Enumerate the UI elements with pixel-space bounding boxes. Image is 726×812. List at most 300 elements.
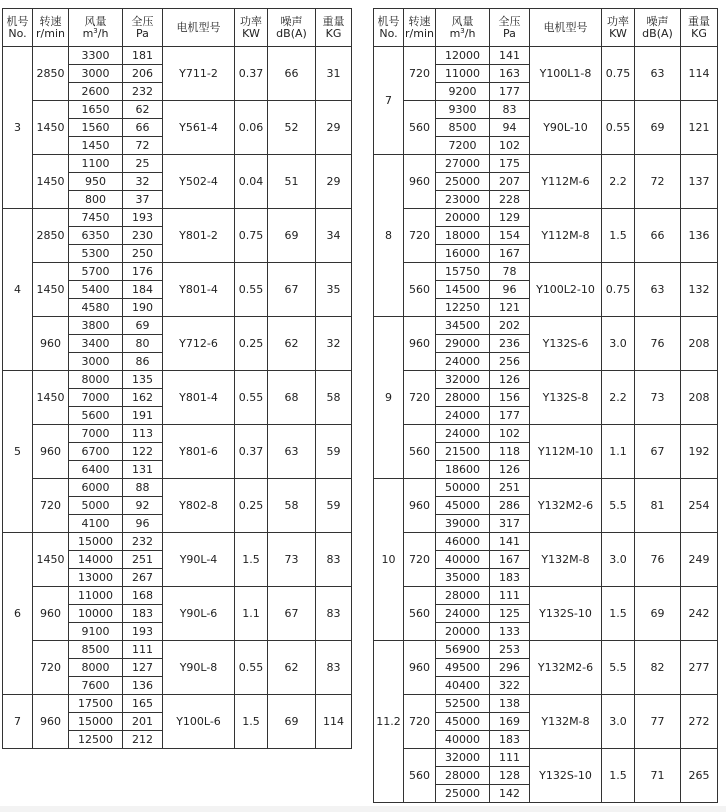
- table-row: [3, 425, 352, 443]
- pressure-cell: 32: [123, 173, 163, 191]
- pressure-cell: 141: [490, 47, 530, 65]
- pressure-cell: 176: [123, 263, 163, 281]
- pressure-cell: 177: [490, 407, 530, 425]
- pressure-cell: 129: [490, 209, 530, 227]
- airflow-cell: 6350: [69, 227, 123, 245]
- pressure-cell: 141: [490, 533, 530, 551]
- noise-cell: 73: [268, 533, 316, 587]
- airflow-cell: 6700: [69, 443, 123, 461]
- pressure-cell: 250: [123, 245, 163, 263]
- airflow-cell: 40000: [436, 731, 490, 749]
- speed-cell: 960: [404, 479, 436, 533]
- pressure-cell: 96: [490, 281, 530, 299]
- model-number-cell: 10: [374, 479, 404, 641]
- weight-cell: 114: [316, 695, 352, 749]
- airflow-cell: 40000: [436, 551, 490, 569]
- motor-model-cell: Y801-4: [163, 371, 235, 425]
- power-cell: 0.25: [235, 479, 268, 533]
- weight-cell: 208: [681, 371, 718, 425]
- pressure-cell: 37: [123, 191, 163, 209]
- header-pressure: [123, 9, 163, 47]
- pressure-cell: 102: [490, 425, 530, 443]
- airflow-cell: 28000: [436, 587, 490, 605]
- power-cell: 0.06: [235, 101, 268, 155]
- header-noise: [635, 9, 681, 47]
- noise-cell: 71: [635, 749, 681, 803]
- header-pressure-line: 全压: [498, 14, 521, 28]
- airflow-cell: 1100: [69, 155, 123, 173]
- weight-cell: 272: [681, 695, 718, 749]
- airflow-cell: 1650: [69, 101, 123, 119]
- airflow-cell: 23000: [436, 191, 490, 209]
- airflow-cell: 12000: [436, 47, 490, 65]
- noise-cell: 68: [268, 371, 316, 425]
- speed-cell: 960: [404, 155, 436, 209]
- model-number-cell: 11.2: [374, 641, 404, 803]
- airflow-cell: 25000: [436, 173, 490, 191]
- header-speed-line: 转速: [408, 14, 431, 28]
- power-cell: 1.5: [602, 749, 635, 803]
- weight-cell: 254: [681, 479, 718, 533]
- pressure-cell: 92: [123, 497, 163, 515]
- model-number-cell: 9: [374, 317, 404, 479]
- header-speed-line: r/min: [405, 26, 434, 40]
- pressure-cell: 156: [490, 389, 530, 407]
- pressure-cell: 128: [490, 767, 530, 785]
- pressure-cell: 83: [490, 101, 530, 119]
- noise-cell: 81: [635, 479, 681, 533]
- header-airflow-line: 风量: [451, 14, 474, 28]
- airflow-cell: 15000: [69, 533, 123, 551]
- noise-cell: 73: [635, 371, 681, 425]
- page-bottom-strip: [0, 806, 726, 812]
- pressure-cell: 142: [490, 785, 530, 803]
- airflow-cell: 5000: [69, 497, 123, 515]
- speed-cell: 960: [33, 317, 69, 371]
- pressure-cell: 207: [490, 173, 530, 191]
- motor-model-cell: Y132S-8: [530, 371, 602, 425]
- header-airflow-line: $m^3/h$: [82, 26, 109, 40]
- pressure-cell: 228: [490, 191, 530, 209]
- weight-cell: 31: [316, 47, 352, 101]
- speed-cell: 1450: [33, 263, 69, 317]
- pressure-cell: 126: [490, 461, 530, 479]
- weight-cell: 32: [316, 317, 352, 371]
- power-cell: 2.2: [602, 155, 635, 209]
- airflow-cell: 52500: [436, 695, 490, 713]
- pressure-cell: 62: [123, 101, 163, 119]
- pressure-cell: 191: [123, 407, 163, 425]
- pressure-cell: 193: [123, 209, 163, 227]
- noise-cell: 67: [268, 587, 316, 641]
- motor-model-cell: Y132M-8: [530, 695, 602, 749]
- motor-model-cell: Y100L-6: [163, 695, 235, 749]
- weight-cell: 29: [316, 155, 352, 209]
- airflow-cell: 6000: [69, 479, 123, 497]
- table-row: [3, 695, 352, 713]
- airflow-cell: 28000: [436, 767, 490, 785]
- noise-cell: 76: [635, 533, 681, 587]
- header-power-line: 功率: [607, 14, 629, 28]
- speed-cell: 1450: [33, 155, 69, 209]
- airflow-cell: 20000: [436, 209, 490, 227]
- header-no: [3, 9, 33, 47]
- header-power-line: KW: [609, 26, 627, 40]
- pressure-cell: 162: [123, 389, 163, 407]
- airflow-cell: 49500: [436, 659, 490, 677]
- airflow-cell: 5400: [69, 281, 123, 299]
- header-no-line: No.: [8, 26, 27, 40]
- airflow-cell: 45000: [436, 713, 490, 731]
- table-row: [374, 371, 718, 389]
- speed-cell: 560: [404, 587, 436, 641]
- pressure-cell: 86: [123, 353, 163, 371]
- noise-cell: 63: [635, 47, 681, 101]
- noise-cell: 69: [268, 209, 316, 263]
- pressure-cell: 133: [490, 623, 530, 641]
- header-no: [374, 9, 404, 47]
- header-noise-line: 噪声: [280, 14, 303, 28]
- speed-cell: 1450: [33, 533, 69, 587]
- header-airflow-line: $m^3/h$: [449, 26, 476, 40]
- pressure-cell: 183: [490, 731, 530, 749]
- speed-cell: 960: [404, 641, 436, 695]
- noise-cell: 67: [635, 425, 681, 479]
- header-noise-line: dB(A): [642, 26, 673, 40]
- model-number-cell: 7: [3, 695, 33, 749]
- table-row: [3, 641, 352, 659]
- airflow-cell: 35000: [436, 569, 490, 587]
- weight-cell: 192: [681, 425, 718, 479]
- airflow-cell: 46000: [436, 533, 490, 551]
- power-cell: 1.1: [235, 587, 268, 641]
- speed-cell: 960: [33, 587, 69, 641]
- pressure-cell: 78: [490, 263, 530, 281]
- airflow-cell: 4580: [69, 299, 123, 317]
- pressure-cell: 322: [490, 677, 530, 695]
- noise-cell: 69: [635, 587, 681, 641]
- airflow-cell: 24000: [436, 407, 490, 425]
- power-cell: 0.04: [235, 155, 268, 209]
- airflow-cell: 56900: [436, 641, 490, 659]
- motor-model-cell: Y132M-8: [530, 533, 602, 587]
- table-row: [3, 587, 352, 605]
- pressure-cell: 66: [123, 119, 163, 137]
- airflow-cell: 3300: [69, 47, 123, 65]
- pressure-cell: 317: [490, 515, 530, 533]
- airflow-cell: 5600: [69, 407, 123, 425]
- table-row: [3, 371, 352, 389]
- noise-cell: 72: [635, 155, 681, 209]
- power-cell: 5.5: [602, 641, 635, 695]
- pressure-cell: 69: [123, 317, 163, 335]
- power-cell: 0.55: [235, 371, 268, 425]
- pressure-cell: 125: [490, 605, 530, 623]
- airflow-cell: 18600: [436, 461, 490, 479]
- airflow-cell: 24000: [436, 353, 490, 371]
- weight-cell: 83: [316, 533, 352, 587]
- airflow-cell: 950: [69, 173, 123, 191]
- airflow-cell: 9300: [436, 101, 490, 119]
- motor-model-cell: Y132M2-6: [530, 479, 602, 533]
- header-pressure: [490, 9, 530, 47]
- table-row: [374, 533, 718, 551]
- pressure-cell: 113: [123, 425, 163, 443]
- model-number-cell: 4: [3, 209, 33, 371]
- table-row: [374, 695, 718, 713]
- weight-cell: 59: [316, 479, 352, 533]
- table-row: [374, 317, 718, 335]
- table-row: [374, 263, 718, 281]
- airflow-cell: 20000: [436, 623, 490, 641]
- motor-model-cell: Y132S-6: [530, 317, 602, 371]
- table-row: [3, 101, 352, 119]
- pressure-cell: 111: [123, 641, 163, 659]
- noise-cell: 52: [268, 101, 316, 155]
- pressure-cell: 154: [490, 227, 530, 245]
- motor-model-cell: Y132S-10: [530, 749, 602, 803]
- pressure-cell: 88: [123, 479, 163, 497]
- airflow-cell: 27000: [436, 155, 490, 173]
- header-noise-line: 噪声: [646, 14, 669, 28]
- airflow-cell: 45000: [436, 497, 490, 515]
- motor-model-cell: Y801-2: [163, 209, 235, 263]
- airflow-cell: 15750: [436, 263, 490, 281]
- noise-cell: 69: [268, 695, 316, 749]
- motor-model-cell: Y801-4: [163, 263, 235, 317]
- model-number-cell: 8: [374, 155, 404, 317]
- header-pressure-line: 全压: [131, 14, 154, 28]
- header-power: [602, 9, 635, 47]
- motor-model-cell: Y711-2: [163, 47, 235, 101]
- header-no-line: No.: [379, 26, 398, 40]
- header-speed: [33, 9, 69, 47]
- speed-cell: 560: [404, 263, 436, 317]
- speed-cell: 720: [404, 533, 436, 587]
- power-cell: 1.1: [602, 425, 635, 479]
- header-weight: [681, 9, 718, 47]
- power-cell: 0.75: [235, 209, 268, 263]
- power-cell: 2.2: [602, 371, 635, 425]
- table-row: [3, 479, 352, 497]
- motor-model-cell: Y112M-6: [530, 155, 602, 209]
- header-speed: [404, 9, 436, 47]
- airflow-cell: 40400: [436, 677, 490, 695]
- weight-cell: 34: [316, 209, 352, 263]
- power-cell: 1.5: [235, 695, 268, 749]
- power-cell: 3.0: [602, 533, 635, 587]
- table-row: [3, 155, 352, 173]
- pressure-cell: 286: [490, 497, 530, 515]
- airflow-cell: 7450: [69, 209, 123, 227]
- power-cell: 3.0: [602, 317, 635, 371]
- pressure-cell: 177: [490, 83, 530, 101]
- speed-cell: 1450: [33, 101, 69, 155]
- fan-spec-table-right: [373, 8, 718, 803]
- table-row: [374, 479, 718, 497]
- pressure-cell: 232: [123, 83, 163, 101]
- power-cell: 0.55: [235, 263, 268, 317]
- header-weight-line: 重量: [322, 14, 345, 28]
- motor-model-cell: Y801-6: [163, 425, 235, 479]
- pressure-cell: 169: [490, 713, 530, 731]
- pressure-cell: 94: [490, 119, 530, 137]
- weight-cell: 83: [316, 641, 352, 695]
- pressure-cell: 183: [490, 569, 530, 587]
- pressure-cell: 122: [123, 443, 163, 461]
- motor-model-cell: Y90L-8: [163, 641, 235, 695]
- airflow-cell: 15000: [69, 713, 123, 731]
- pressure-cell: 121: [490, 299, 530, 317]
- power-cell: 0.37: [235, 47, 268, 101]
- table-row: [3, 209, 352, 227]
- speed-cell: 720: [33, 479, 69, 533]
- header-pressure-line: Pa: [503, 26, 516, 40]
- header-weight-line: 重量: [688, 14, 710, 28]
- header-airflow-line: 风量: [84, 14, 107, 28]
- speed-cell: 560: [404, 101, 436, 155]
- power-cell: 5.5: [602, 479, 635, 533]
- airflow-cell: 29000: [436, 335, 490, 353]
- airflow-cell: 34500: [436, 317, 490, 335]
- weight-cell: 208: [681, 317, 718, 371]
- speed-cell: 960: [33, 695, 69, 749]
- pressure-cell: 138: [490, 695, 530, 713]
- airflow-cell: 9100: [69, 623, 123, 641]
- airflow-cell: 39000: [436, 515, 490, 533]
- noise-cell: 63: [268, 425, 316, 479]
- weight-cell: 35: [316, 263, 352, 317]
- pressure-cell: 251: [123, 551, 163, 569]
- airflow-cell: 24000: [436, 605, 490, 623]
- pressure-cell: 163: [490, 65, 530, 83]
- speed-cell: 720: [33, 641, 69, 695]
- airflow-cell: 28000: [436, 389, 490, 407]
- noise-cell: 66: [268, 47, 316, 101]
- airflow-cell: 5700: [69, 263, 123, 281]
- noise-cell: 63: [635, 263, 681, 317]
- airflow-cell: 11000: [436, 65, 490, 83]
- airflow-cell: 3800: [69, 317, 123, 335]
- airflow-cell: 7000: [69, 425, 123, 443]
- power-cell: 0.75: [602, 263, 635, 317]
- airflow-cell: 21500: [436, 443, 490, 461]
- airflow-cell: 8500: [436, 119, 490, 137]
- pressure-cell: 165: [123, 695, 163, 713]
- power-cell: 0.55: [235, 641, 268, 695]
- table-row: [374, 101, 718, 119]
- pressure-cell: 80: [123, 335, 163, 353]
- speed-cell: 1450: [33, 371, 69, 425]
- airflow-cell: 12250: [436, 299, 490, 317]
- speed-cell: 960: [33, 425, 69, 479]
- airflow-cell: 9200: [436, 83, 490, 101]
- power-cell: 1.5: [235, 533, 268, 587]
- weight-cell: 59: [316, 425, 352, 479]
- power-cell: 0.55: [602, 101, 635, 155]
- model-number-cell: 7: [374, 47, 404, 155]
- noise-cell: 58: [268, 479, 316, 533]
- pressure-cell: 127: [123, 659, 163, 677]
- motor-model-cell: Y502-4: [163, 155, 235, 209]
- table-row: [3, 263, 352, 281]
- airflow-cell: 7000: [69, 389, 123, 407]
- pressure-cell: 96: [123, 515, 163, 533]
- speed-cell: 560: [404, 425, 436, 479]
- airflow-cell: 32000: [436, 749, 490, 767]
- weight-cell: 265: [681, 749, 718, 803]
- airflow-cell: 13000: [69, 569, 123, 587]
- table-row: [3, 533, 352, 551]
- airflow-cell: 14000: [69, 551, 123, 569]
- airflow-cell: 24000: [436, 425, 490, 443]
- table-row: [374, 209, 718, 227]
- pressure-cell: 232: [123, 533, 163, 551]
- pressure-cell: 212: [123, 731, 163, 749]
- table-row: [374, 641, 718, 659]
- motor-model-cell: Y712-6: [163, 317, 235, 371]
- header-motor: [163, 9, 235, 47]
- header-power-line: KW: [242, 26, 260, 40]
- power-cell: 0.75: [602, 47, 635, 101]
- pressure-cell: 25: [123, 155, 163, 173]
- pressure-cell: 256: [490, 353, 530, 371]
- motor-model-cell: Y802-8: [163, 479, 235, 533]
- pressure-cell: 111: [490, 749, 530, 767]
- pressure-cell: 118: [490, 443, 530, 461]
- header-power: [235, 9, 268, 47]
- airflow-cell: 17500: [69, 695, 123, 713]
- power-cell: 1.5: [602, 209, 635, 263]
- model-number-cell: 5: [3, 371, 33, 533]
- airflow-cell: 3000: [69, 65, 123, 83]
- motor-model-cell: Y90L-10: [530, 101, 602, 155]
- pressure-cell: 202: [490, 317, 530, 335]
- airflow-cell: 18000: [436, 227, 490, 245]
- header-motor-line: 电机型号: [543, 20, 588, 34]
- weight-cell: 137: [681, 155, 718, 209]
- noise-cell: 69: [635, 101, 681, 155]
- airflow-cell: 32000: [436, 371, 490, 389]
- airflow-cell: 11000: [69, 587, 123, 605]
- noise-cell: 62: [268, 317, 316, 371]
- weight-cell: 114: [681, 47, 718, 101]
- weight-cell: 58: [316, 371, 352, 425]
- motor-model-cell: Y100L2-10: [530, 263, 602, 317]
- table-row: [374, 749, 718, 767]
- weight-cell: 277: [681, 641, 718, 695]
- pressure-cell: 181: [123, 47, 163, 65]
- motor-model-cell: Y112M-10: [530, 425, 602, 479]
- airflow-cell: 50000: [436, 479, 490, 497]
- speed-cell: 2850: [33, 47, 69, 101]
- table-row: [374, 425, 718, 443]
- model-number-cell: 3: [3, 47, 33, 209]
- table-row: [3, 47, 352, 65]
- weight-cell: 132: [681, 263, 718, 317]
- noise-cell: 67: [268, 263, 316, 317]
- header-airflow: [69, 9, 123, 47]
- power-cell: 3.0: [602, 695, 635, 749]
- header-row: [3, 9, 352, 47]
- speed-cell: 560: [404, 749, 436, 803]
- weight-cell: 29: [316, 101, 352, 155]
- pressure-cell: 102: [490, 137, 530, 155]
- pressure-cell: 135: [123, 371, 163, 389]
- pressure-cell: 253: [490, 641, 530, 659]
- header-row: [374, 9, 718, 47]
- power-cell: 0.37: [235, 425, 268, 479]
